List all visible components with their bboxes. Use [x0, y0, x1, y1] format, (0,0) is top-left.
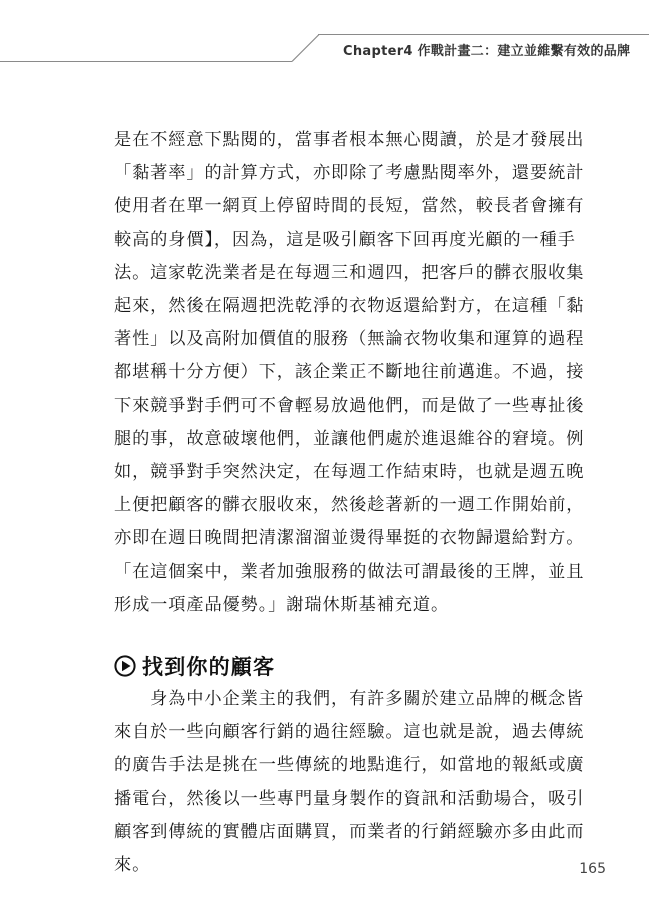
header-rule-top	[318, 34, 649, 35]
section-title: 找到你的顧客	[142, 655, 276, 679]
section-paragraph-block	[114, 683, 592, 882]
section-heading	[114, 651, 275, 681]
running-header	[0, 0, 649, 66]
header-rule-left	[0, 61, 292, 62]
section-paragraph: 身為中小企業主的我們，有許多關於建立品牌的概念皆來自於一些向顧客行銷的過往經驗。這也就是說，過去傳統的廣告手法是挑在一些傳統的地點進行，如當地的報紙或廣播電台，然後以一些專門量身製作的資訊和活動場合，吸引顧客到傳統的實體店面購買，而業者的行銷經驗亦多由此而來。	[114, 689, 585, 876]
play-triangle-icon	[114, 655, 136, 677]
page-number: 165	[579, 861, 606, 877]
running-title: Chapter4 作戰計畫二：建立並維繫有效的品牌	[343, 44, 631, 59]
body-paragraph: 是在不經意下點閱的，當事者根本無心閱讀，於是才發展出「黏著率」的計算方式，亦即除了考慮點閱率外，還要統計使用者在單一網頁上停留時間的長短，當然，較長者會擁有較高的身價】，因為，這是吸引顧客下回再度光顧的一種手法。這家乾洗業者是在每週三和週四，把客戶的髒衣服收集起來，然後在隔週把洗乾淨的衣物返還給對方，在這種「黏著性」以及高附加價值的服務（無論衣物收集和運算的過程都堪稱十分方便）下，該企業正不斷地往前邁進。不過，接下來競爭對手們可不會輕易放過他們，而是做了一些專扯後腿的事，故意破壞他們，並讓他們處於進退維谷的窘境。例如，競爭對手突然決定，在每週工作結束時，也就是週五晚上便把顧客的髒衣服收來，然後趁著新的一週工作開始前，亦即在週日晚間把清潔溜溜並燙得畢挺的衣物歸還給對方。「在這個案中，業者加強服務的做法可謂最後的王牌，並且形成一項產品優勢。」謝瑞休斯基補充道。	[114, 130, 585, 615]
body-paragraph-block	[114, 124, 592, 622]
header-rule-slant	[291, 34, 331, 62]
